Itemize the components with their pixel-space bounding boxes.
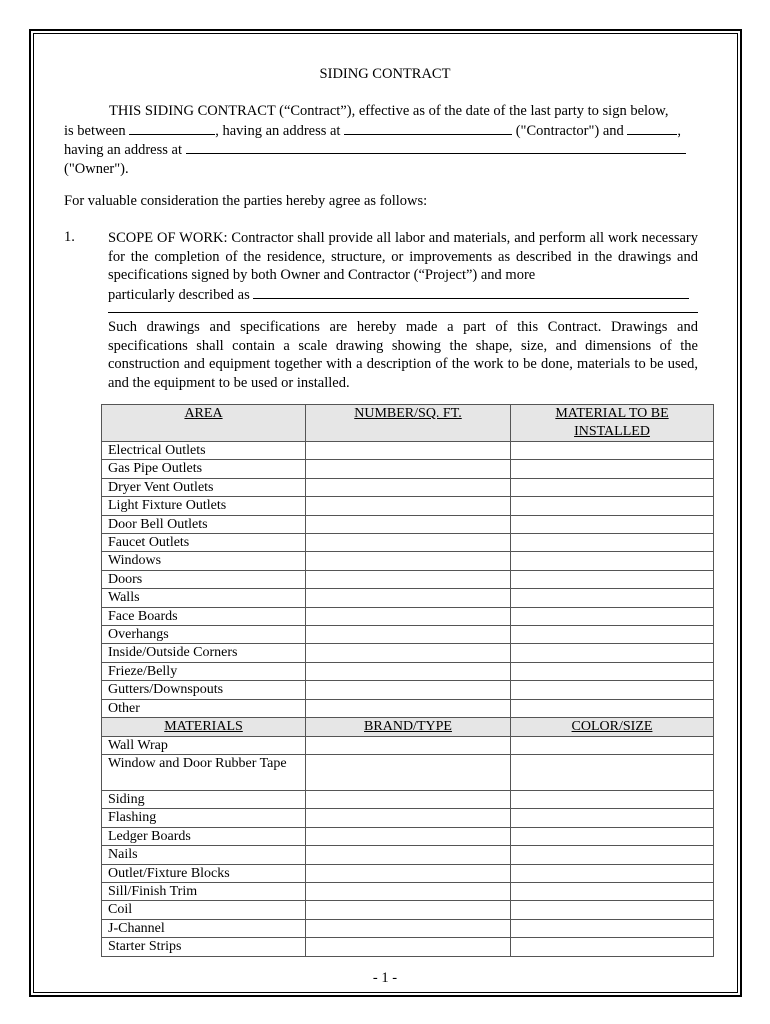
table-row bbox=[102, 589, 714, 607]
materials-header-row bbox=[102, 718, 714, 736]
brand-type-cell[interactable] bbox=[306, 901, 511, 919]
brand-type-header: BRAND/TYPE bbox=[306, 718, 511, 736]
table-row bbox=[102, 607, 714, 625]
color-size-cell[interactable] bbox=[511, 882, 714, 900]
material-label: Outlet/Fixture Blocks bbox=[102, 864, 306, 882]
material-label: Siding bbox=[102, 790, 306, 808]
brand-type-cell[interactable] bbox=[306, 882, 511, 900]
number-sqft-cell[interactable] bbox=[306, 589, 511, 607]
table-row bbox=[102, 699, 714, 717]
material-installed-cell[interactable] bbox=[511, 460, 714, 478]
area-label: Inside/Outside Corners bbox=[102, 644, 306, 662]
number-sqft-cell[interactable] bbox=[306, 460, 511, 478]
table-row bbox=[102, 570, 714, 588]
number-sqft-cell[interactable] bbox=[306, 626, 511, 644]
material-label: Nails bbox=[102, 846, 306, 864]
color-size-cell[interactable] bbox=[511, 754, 714, 790]
table-row bbox=[102, 846, 714, 864]
material-label: Ledger Boards bbox=[102, 827, 306, 845]
document-title: SIDING CONTRACT bbox=[319, 66, 451, 82]
material-installed-cell[interactable] bbox=[511, 570, 714, 588]
material-label: Wall Wrap bbox=[102, 736, 306, 754]
table-row bbox=[102, 736, 714, 754]
contractor-name-blank[interactable] bbox=[129, 121, 215, 135]
owner-name-blank[interactable] bbox=[627, 121, 677, 135]
color-size-cell[interactable] bbox=[511, 864, 714, 882]
number-sqft-cell[interactable] bbox=[306, 662, 511, 680]
table-row bbox=[102, 662, 714, 680]
table-row bbox=[102, 497, 714, 515]
number-sqft-cell[interactable] bbox=[306, 497, 511, 515]
table-row bbox=[102, 809, 714, 827]
color-size-cell[interactable] bbox=[511, 901, 714, 919]
number-sqft-cell[interactable] bbox=[306, 644, 511, 662]
material-label: J-Channel bbox=[102, 919, 306, 937]
area-label: Doors bbox=[102, 570, 306, 588]
area-label: Walls bbox=[102, 589, 306, 607]
item-1-number: 1. bbox=[64, 229, 75, 245]
color-size-cell[interactable] bbox=[511, 809, 714, 827]
table-row bbox=[102, 626, 714, 644]
intro-paragraph: THIS SIDING CONTRACT (“Contract”), effective as of the date of the last party to sign below, is between , having an address at ("Contractor") and , having an address at ("Owner"). bbox=[64, 102, 696, 178]
brand-type-cell[interactable] bbox=[306, 736, 511, 754]
material-installed-cell[interactable] bbox=[511, 644, 714, 662]
owner-label: ("Owner"). bbox=[64, 160, 129, 177]
number-sqft-cell[interactable] bbox=[306, 515, 511, 533]
brand-type-cell[interactable] bbox=[306, 809, 511, 827]
number-sqft-cell[interactable] bbox=[306, 534, 511, 552]
table-row bbox=[102, 864, 714, 882]
brand-type-cell[interactable] bbox=[306, 864, 511, 882]
color-size-cell[interactable] bbox=[511, 846, 714, 864]
number-sqft-cell[interactable] bbox=[306, 699, 511, 717]
area-label: Gutters/Downspouts bbox=[102, 681, 306, 699]
material-installed-cell[interactable] bbox=[511, 497, 714, 515]
material-installed-cell[interactable] bbox=[511, 607, 714, 625]
table-row bbox=[102, 552, 714, 570]
material-installed-cell[interactable] bbox=[511, 662, 714, 680]
area-header-row bbox=[102, 405, 714, 442]
material-installed-cell[interactable] bbox=[511, 534, 714, 552]
scope-of-work-text: SCOPE OF WORK: Contractor shall provide all labor and materials, and perform all work necessary for the completion of the residence, structure, or improvements as described in the drawings and specifications signed by both Owner and Contractor (“Project”) and more particularly described as bbox=[108, 230, 698, 303]
material-label: Coil bbox=[102, 901, 306, 919]
brand-type-cell[interactable] bbox=[306, 827, 511, 845]
material-installed-cell[interactable] bbox=[511, 681, 714, 699]
area-label: Door Bell Outlets bbox=[102, 515, 306, 533]
material-label: Flashing bbox=[102, 809, 306, 827]
project-description-blank[interactable] bbox=[253, 285, 689, 299]
color-size-cell[interactable] bbox=[511, 938, 714, 956]
area-label: Other bbox=[102, 699, 306, 717]
material-installed-header: MATERIAL TO BE INSTALLED bbox=[511, 405, 714, 442]
brand-type-cell[interactable] bbox=[306, 846, 511, 864]
table-row bbox=[102, 478, 714, 496]
material-installed-cell[interactable] bbox=[511, 626, 714, 644]
color-size-cell[interactable] bbox=[511, 736, 714, 754]
area-header: AREA bbox=[102, 405, 306, 442]
number-sqft-cell[interactable] bbox=[306, 681, 511, 699]
brand-type-cell[interactable] bbox=[306, 790, 511, 808]
table-row bbox=[102, 827, 714, 845]
intro-line-1: THIS SIDING CONTRACT (“Contract”), effective as of the date of the last party to sign below, bbox=[109, 103, 669, 119]
color-size-cell[interactable] bbox=[511, 790, 714, 808]
number-sqft-cell[interactable] bbox=[306, 570, 511, 588]
brand-type-cell[interactable] bbox=[306, 919, 511, 937]
color-size-header: COLOR/SIZE bbox=[511, 718, 714, 736]
material-installed-cell[interactable] bbox=[511, 552, 714, 570]
materials-table bbox=[101, 404, 714, 957]
owner-address-blank[interactable] bbox=[186, 140, 686, 154]
table-row bbox=[102, 754, 714, 790]
material-label: Starter Strips bbox=[102, 938, 306, 956]
contractor-address-blank[interactable] bbox=[344, 121, 512, 135]
page-number: - 1 - bbox=[372, 970, 398, 986]
drawings-specifications-text: Such drawings and specifications are hereby made a part of this Contract. Drawings and specifications shall contain a scale drawing showing the shape, size, and dimensions of the construction and equipment together with a description of the work to be done, materials to be used, and the equipment to be used or installed. bbox=[108, 319, 698, 391]
color-size-cell[interactable] bbox=[511, 827, 714, 845]
area-label: Face Boards bbox=[102, 607, 306, 625]
number-sqft-cell[interactable] bbox=[306, 552, 511, 570]
table-row bbox=[102, 790, 714, 808]
table-row bbox=[102, 460, 714, 478]
brand-type-cell[interactable] bbox=[306, 754, 511, 790]
material-installed-cell[interactable] bbox=[511, 478, 714, 496]
area-label: Overhangs bbox=[102, 626, 306, 644]
number-sqft-cell[interactable] bbox=[306, 442, 511, 460]
table-row bbox=[102, 882, 714, 900]
material-installed-cell[interactable] bbox=[511, 515, 714, 533]
area-label: Gas Pipe Outlets bbox=[102, 460, 306, 478]
number-sqft-cell[interactable] bbox=[306, 607, 511, 625]
scope-of-work-body: SCOPE OF WORK: Contractor shall provide all labor and materials, and perform all work necessary for the completion of the residence, structure, or improvements as described in the drawings and specifications signed by both Owner and Contractor (“Project”) and more bbox=[108, 230, 698, 283]
brand-type-cell[interactable] bbox=[306, 938, 511, 956]
materials-header: MATERIALS bbox=[102, 718, 306, 736]
material-label: Window and Door Rubber Tape bbox=[102, 754, 306, 790]
color-size-cell[interactable] bbox=[511, 919, 714, 937]
table-row bbox=[102, 938, 714, 956]
table-row bbox=[102, 681, 714, 699]
material-label: Sill/Finish Trim bbox=[102, 882, 306, 900]
area-label: Electrical Outlets bbox=[102, 442, 306, 460]
number-sqft-header: NUMBER/SQ. FT. bbox=[306, 405, 511, 442]
consideration-text: For valuable consideration the parties hereby agree as follows: bbox=[64, 193, 428, 209]
material-installed-cell[interactable] bbox=[511, 699, 714, 717]
number-sqft-cell[interactable] bbox=[306, 478, 511, 496]
material-installed-cell[interactable] bbox=[511, 442, 714, 460]
project-description-blank-line-2[interactable] bbox=[108, 312, 698, 313]
area-label: Dryer Vent Outlets bbox=[102, 478, 306, 496]
area-label: Light Fixture Outlets bbox=[102, 497, 306, 515]
material-installed-cell[interactable] bbox=[511, 589, 714, 607]
table-row bbox=[102, 515, 714, 533]
table-row bbox=[102, 644, 714, 662]
table-row bbox=[102, 534, 714, 552]
area-label: Faucet Outlets bbox=[102, 534, 306, 552]
table-row bbox=[102, 919, 714, 937]
table-row bbox=[102, 442, 714, 460]
table-row bbox=[102, 901, 714, 919]
area-label: Frieze/Belly bbox=[102, 662, 306, 680]
area-label: Windows bbox=[102, 552, 306, 570]
